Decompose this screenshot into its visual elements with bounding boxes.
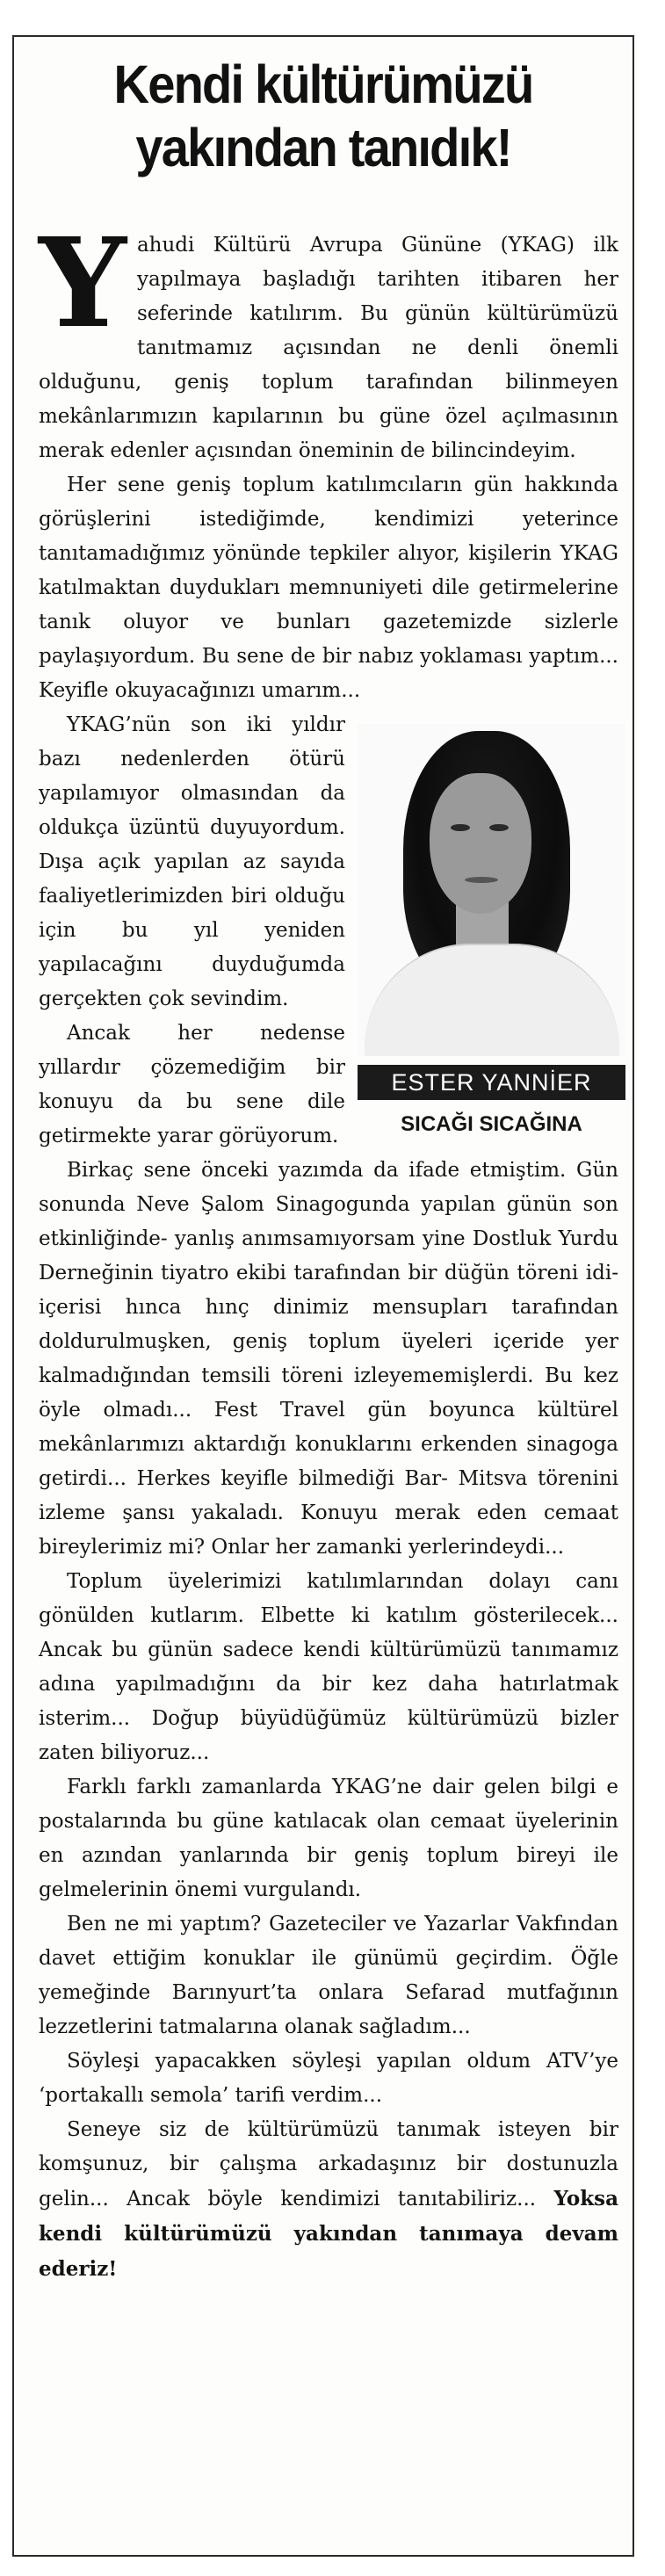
column-name: SICAĞI SICAĞINA xyxy=(401,1112,582,1136)
article-body xyxy=(39,212,619,2287)
paragraph-9: Söyleşi yapacakken söyleşi yapılan oldum ATV’ye ‘portakallı semola’ tarifi verdim... xyxy=(39,2050,618,2107)
paragraph-2: Her sene geniş toplum katılımcıların gün hakkında görüşlerini istediğimde, kendimizi yeterince tanıtamadığımız yönünde tepkiler alıyor, kişilerin YKAG katılmaktan duydukları memnuniyeti dile getirmelerine tanık oluyor ve bunları gazetemizde sizlerle paylaşıyordum. Bu sene de bir nabız yoklaması yaptım... Keyifle okuyacağınızı umarım... xyxy=(39,474,618,702)
author-name: ESTER YANNİER xyxy=(358,1065,625,1100)
paragraph-4: Ancak her nedense yıllardır çözemediğim bir konuyu da bu sene dile getirmekte yarar görüyorum. xyxy=(39,1022,345,1147)
paragraph-3: YKAG’nün son iki yıldır bazı nedenlerden ötürü yapılamıyor olmasından da oldukça üzüntü duyuyordum. Dışa açık yapılan az sayıda faaliyetlerimizden biri olduğu için bu yıl yeniden yapılacağını duyduğumda gerçekten çok sevindim. xyxy=(39,713,345,1010)
paragraph-6: Toplum üyelerimizi katılımlarından dolayı canı gönülden kutlarım. Elbette ki katılım gösterilecek... Ancak bu günün sadece kendi kültürümüzü tanımamız adına yapılmadığını da bir kez daha hatırlatmak isterim... Doğup büyüdüğümüz kültürümüzü bizler zaten biliyoruz... xyxy=(39,1570,618,1764)
paragraph-1: Yahudi Kültürü Avrupa Gününe (YKAG) ilk yapılmaya başladığı tarihten itibaren her seferinde katılırım. Bu günün kültürümüzü tanıtmamız açısından ne denli önemli olduğunu, geniş toplum tarafından bilinmeyen mekânlarımızın kapılarının bu güne özel açılmasının merak edenler açısından öneminin de bilincindeyim. xyxy=(39,212,618,462)
author-box xyxy=(358,724,625,1135)
paragraph-8: Ben ne mi yaptım? Gazeteciler ve Yazarlar Vakfından davet ettiğim konuklar ile günümü geçirdim. Öğle yemeğinde Barınyurt’ta onlara Sefarad mutfağının lezzetlerini tatmalarına olanak sağladım... xyxy=(39,1913,618,2038)
closing-sentence: Yoksa kendi kültürümüzü yakından tanımaya devam ederiz! xyxy=(39,2187,619,2281)
paragraph-10: Seneye siz de kültürümüzü tanımak isteyen bir komşunuz, bir çalışma arkadaşınız bir dostunuzla gelin... Ancak böyle kendimizi tanıtabiliriz... Yoksa kendi kültürümüzü yakından tanımaya devam ederiz! xyxy=(39,2118,619,2281)
paragraph-7: Farklı farklı zamanlarda YKAG’ne dair gelen bilgi e postalarında bu güne katılacak olan cemaat üyelerinin en azından yanlarında bir geniş toplum bireyi ile gelmelerinin önemi vurgulandı. xyxy=(39,1776,618,1901)
headline: Kendi kültürümüzü yakından tanıdık! xyxy=(113,54,533,177)
author-photo xyxy=(358,724,625,1056)
drop-cap: Y xyxy=(39,212,126,356)
newspaper-column xyxy=(12,35,634,2557)
paragraph-5: Birkaç sene önceki yazımda da ifade etmiştim. Gün sonunda Neve Şalom Sinagogunda yapılan günün son etkinliğinde- yanlış anımsamıyorsam yine Dostluk Yurdu Derneğinin tiyatro ekibi tarafından bir düğün töreni idi- içerisi hınca hınç dinimiz mensupları tarafından doldurulmuşken, geniş toplum üyeleri içeride yer kalmadığından temsili töreni izleyememişlerdi. Bu kez öyle olmadı... Fest Travel gün boyunca kültürel mekânlarımızı aktardığı konuklarını erkenden sinagoga getirdi... Herkes keyifle bilmediği Bar- Mitsva törenini izleme şansı yakaladı. Konuyu merak eden cemaat bireylerimiz mi? Onlar her zamanki yerlerindeydi... xyxy=(39,1159,618,1559)
